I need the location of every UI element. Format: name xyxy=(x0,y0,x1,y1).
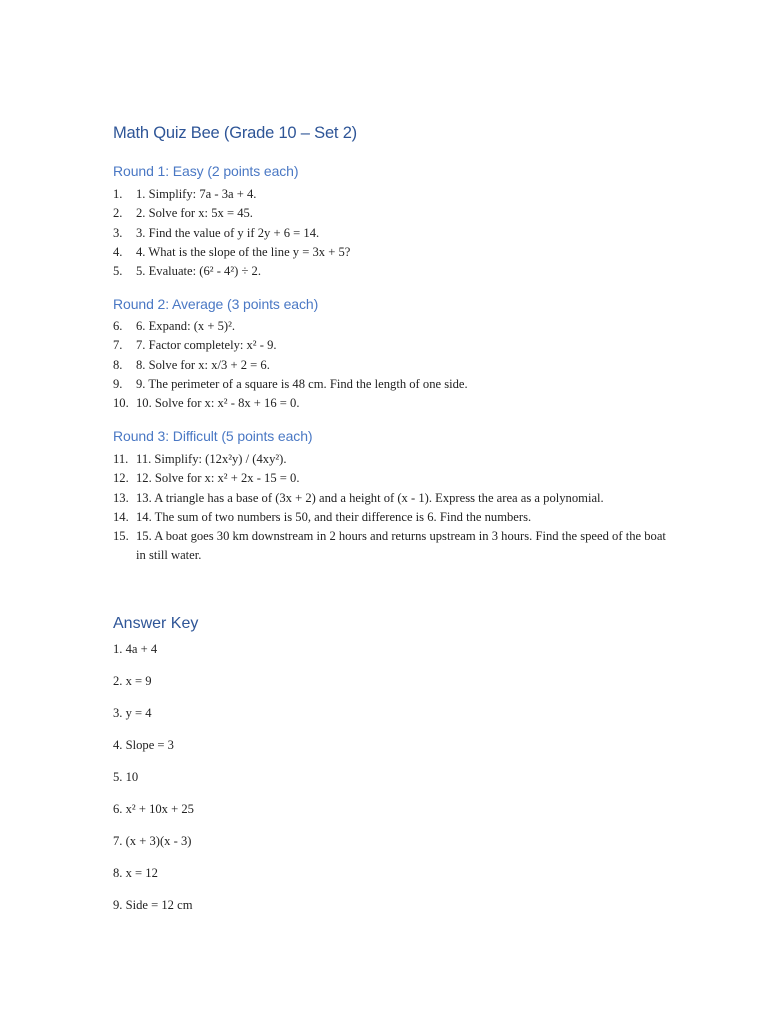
answer-item: 6. x² + 10x + 25 xyxy=(113,802,194,816)
question-item xyxy=(113,262,673,281)
question-text: 1. Simplify: 7a - 3a + 4. xyxy=(136,187,257,201)
answer-item: 4. Slope = 3 xyxy=(113,738,174,752)
question-number: 6. xyxy=(113,319,123,333)
question-text: 15. A boat goes 30 km downstream in 2 hours and returns upstream in 3 hours. Find the speed of the boat in still water. xyxy=(136,529,666,563)
answer-key-heading: Answer Key xyxy=(113,615,199,632)
question-item xyxy=(113,508,673,527)
round-3-heading: Round 3: Difficult (5 points each) xyxy=(113,428,313,444)
answer-item: 8. x = 12 xyxy=(113,866,158,880)
question-text: 9. The perimeter of a square is 48 cm. Find the length of one side. xyxy=(136,376,468,391)
question-number: 7. xyxy=(113,338,123,353)
question-number: 14. xyxy=(113,509,129,524)
round-2-question-list xyxy=(113,317,673,413)
question-text: 12. Solve for x: x² + 2x - 15 = 0. xyxy=(136,471,300,486)
question-item xyxy=(113,224,673,243)
question-text: 7. Factor completely: x² - 9. xyxy=(136,338,277,353)
round-3-question-list xyxy=(113,450,673,566)
question-text: 6. Expand: (x + 5)². xyxy=(136,319,236,333)
question-text: 2. Solve for x: 5x = 45. xyxy=(136,206,253,221)
round-1-heading: Round 1: Easy (2 points each) xyxy=(113,163,299,179)
question-text: 5. Evaluate: (6² - 4²) ÷ 2. xyxy=(136,264,261,279)
question-item xyxy=(113,356,673,375)
question-number: 10. xyxy=(113,396,129,411)
question-number: 8. xyxy=(113,357,123,372)
answer-key-list xyxy=(113,640,194,928)
answer-item: 5. 10 xyxy=(113,770,139,784)
round-2-heading: Round 2: Average (3 points each) xyxy=(113,296,319,312)
question-number: 9. xyxy=(113,376,123,391)
question-text: 13. A triangle has a base of (3x + 2) and a height of (x - 1). Express the area as a polynomial. xyxy=(136,490,604,505)
answer-item: 3. y = 4 xyxy=(113,706,152,720)
question-item xyxy=(113,317,673,336)
round-1-question-list xyxy=(113,185,673,281)
question-text: 14. The sum of two numbers is 50, and their difference is 6. Find the numbers. xyxy=(136,509,532,524)
document-title: Math Quiz Bee (Grade 10 – Set 2) xyxy=(113,124,357,142)
question-number: 11. xyxy=(113,452,129,466)
question-number: 13. xyxy=(113,490,129,505)
question-item xyxy=(113,185,673,204)
question-number: 1. xyxy=(113,187,123,201)
question-number: 15. xyxy=(113,529,129,544)
answer-item: 1. 4a + 4 xyxy=(113,642,158,656)
question-number: 12. xyxy=(113,471,129,486)
question-item xyxy=(113,243,673,262)
question-number: 5. xyxy=(113,264,123,279)
answer-item: 9. Side = 12 cm xyxy=(113,898,193,912)
question-text: 4. What is the slope of the line y = 3x + 5? xyxy=(136,244,351,259)
question-item xyxy=(113,489,673,508)
question-text: 3. Find the value of y if 2y + 6 = 14. xyxy=(136,225,320,240)
question-text: 11. Simplify: (12x²y) / (4xy²). xyxy=(136,452,287,466)
question-item xyxy=(113,375,673,394)
question-item xyxy=(113,450,673,469)
question-item xyxy=(113,336,673,355)
answer-item: 7. (x + 3)(x - 3) xyxy=(113,834,192,848)
question-item xyxy=(113,394,673,413)
question-item xyxy=(113,527,673,566)
question-item xyxy=(113,204,673,223)
question-number: 4. xyxy=(113,244,123,259)
question-number: 3. xyxy=(113,225,123,240)
question-text: 10. Solve for x: x² - 8x + 16 = 0. xyxy=(136,396,300,411)
question-number: 2. xyxy=(113,206,123,221)
question-item xyxy=(113,469,673,488)
question-text: 8. Solve for x: x/3 + 2 = 6. xyxy=(136,357,270,372)
answer-item: 2. x = 9 xyxy=(113,674,152,688)
